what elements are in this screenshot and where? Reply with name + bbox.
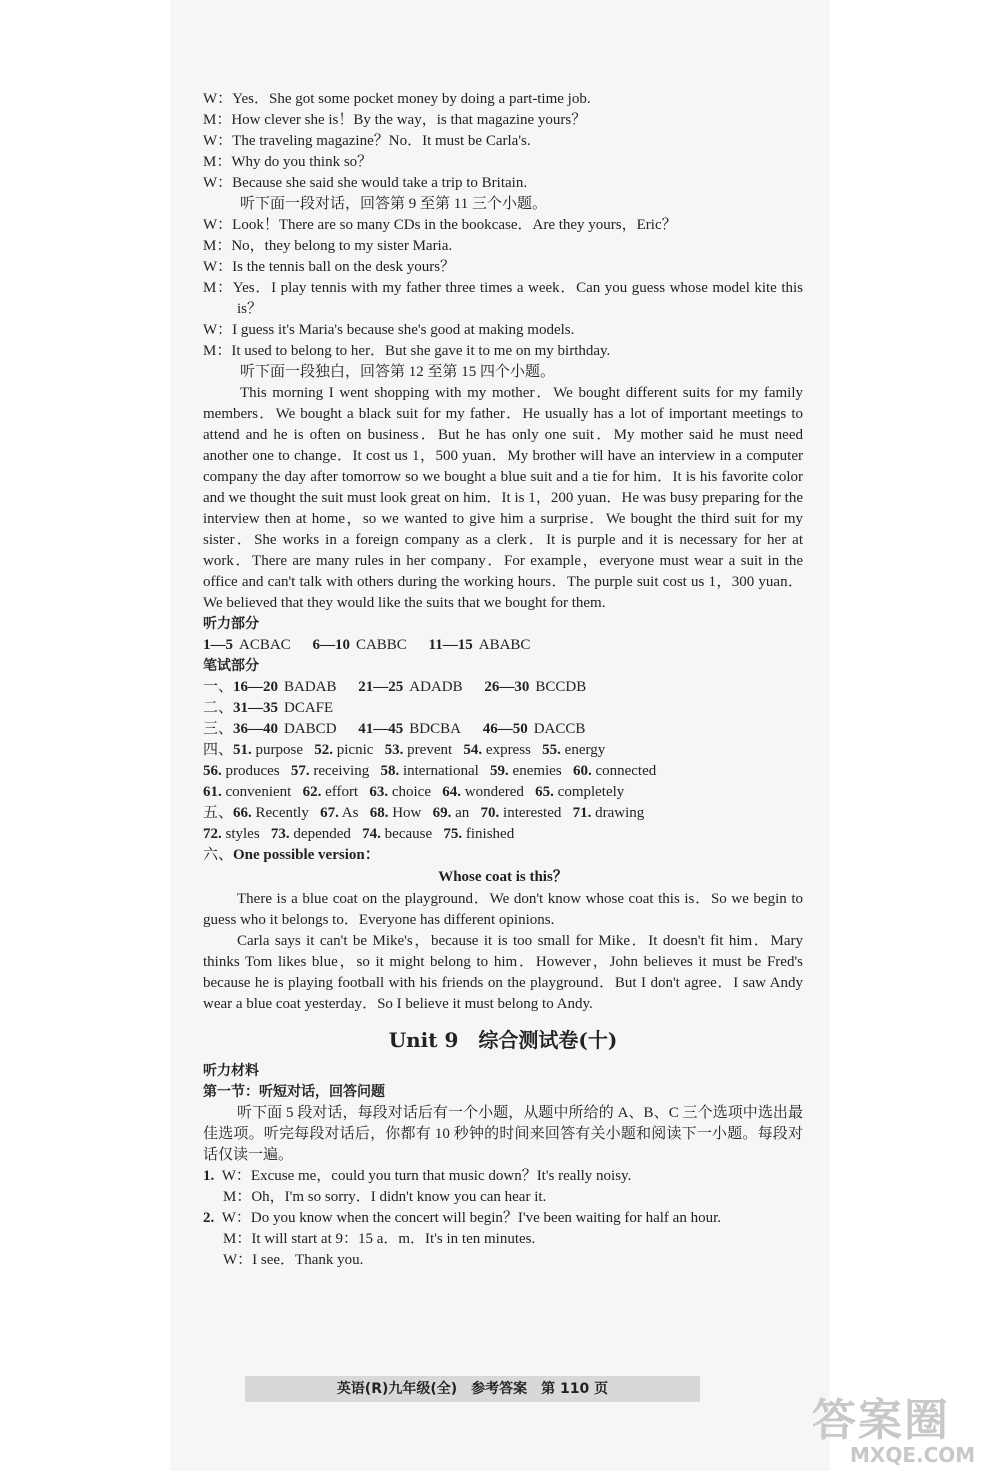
essay-label (203, 845, 803, 866)
item-number: 70. (480, 805, 500, 821)
answer-letters: BDCBA (409, 721, 461, 737)
item-number: 65. (535, 784, 554, 800)
answer-range: 21—25 (358, 679, 404, 695)
item-word: drawing (595, 805, 645, 821)
item-number: 71. (572, 805, 592, 821)
page-footer: 英语(R)九年级(全) 参考答案 第 110 页 (245, 1376, 700, 1402)
vocab-row (203, 803, 803, 824)
dialogue-line: M：Yes．I play tennis with my father three times a week．Can you guess whose model kite this is？ (203, 280, 803, 317)
item-word: depended (293, 826, 351, 842)
item-word: energy (564, 742, 606, 758)
item-number: 58. (380, 763, 400, 779)
item-word: purpose (255, 742, 304, 758)
item-word: international (402, 763, 479, 779)
item-number: 64. (442, 784, 461, 800)
item-number: 69. (432, 805, 452, 821)
answer-letters: DCAFE (284, 700, 334, 716)
dialogue-line: W：Is the tennis ball on the desk yours？ (203, 259, 456, 275)
watermark-logo: 答案圈 (812, 1395, 950, 1446)
item-word: As (341, 805, 359, 821)
item-word: How (392, 805, 422, 821)
dialogue-line: W：Excuse me，could you turn that music down？It's really noisy. (221, 1168, 632, 1184)
item-word: finished (465, 826, 515, 842)
dialogue-1 (203, 89, 803, 194)
answer-range: 11—15 (428, 637, 473, 653)
essay-label-text: One possible version： (233, 847, 380, 863)
answer-range: 31—35 (233, 700, 279, 716)
section-prefix: 四、 (203, 742, 234, 758)
item-number: 52. (314, 742, 334, 758)
vocab-row (203, 782, 803, 803)
item-number: 61. (203, 784, 222, 800)
item-number: 55. (542, 742, 561, 758)
monologue-paragraph: This morning I went shopping with my mother．We bought different suits for my family members．We bought a black suit for my father．He usually has a lot of important meetings to attend and he is often on business．But he has only one suit．My mother said he must need another one to change．It cost us 1，500 yuan．My brother will have an interview in a computer company the day after tomorrow so we bought a blue suit and a tie for him．It is his favorite color and we thought the suit must look great on him．It is 1，200 yuan．He was busy preparing for the interview then at home，so we wanted to give him a surprise．We bought the third suit for my sister．She works in a foreign company as a clerk．It is purple and it is necessary for her at work．There are many rules in her company．For example，everyone must wear a suit in the office and can't talk with others during the working hours．The purple suit cost us 1，300 yuan．We believed that they would like the suits that we bought for them. (203, 385, 803, 611)
vocab-row (203, 761, 803, 782)
answer-content (203, 89, 803, 1271)
dialogue-line: W：Look！There are so many CDs in the bookcase．Are they yours，Eric？ (203, 217, 677, 233)
item-word: connected (595, 763, 657, 779)
dialogue-line: W：Because she said she would take a trip to Britain. (203, 175, 528, 191)
section-prefix: 六、 (203, 847, 234, 863)
answer-range: 16—20 (233, 679, 279, 695)
section-prefix: 一、 (203, 679, 234, 695)
item-number: 68. (369, 805, 389, 821)
dialogue-line: M：Why do you think so？ (203, 154, 373, 170)
question-number: 1. (203, 1168, 215, 1184)
section-prefix: 三、 (203, 721, 234, 737)
answer-letters: CABBC (355, 637, 407, 653)
item-word: styles (225, 826, 260, 842)
item-word: choice (391, 784, 431, 800)
section-prefix: 二、 (203, 700, 234, 716)
item-word: produces (225, 763, 280, 779)
watermark-url: MXQE.COM (850, 1443, 976, 1467)
dialogue-line: M：It used to belong to her．But she gave it to me on my birthday. (203, 343, 611, 359)
answer-range: 36—40 (233, 721, 279, 737)
question-2 (203, 1208, 803, 1271)
item-word: effort (325, 784, 359, 800)
answer-letters: DACCB (533, 721, 586, 737)
dialogue-2 (203, 215, 803, 362)
section-1-heading: 第一节：听短对话，回答问题 (203, 1084, 385, 1100)
answer-letters: BADAB (284, 679, 337, 695)
unit-title: Unit 9 综合测试卷(十) (388, 1028, 618, 1052)
dialogue-line: M：Oh，I'm so sorry．I didn't know you can hear it. (223, 1189, 547, 1205)
item-word: wondered (464, 784, 524, 800)
instruction-9-11: 听下面一段对话，回答第 9 至第 11 三个小题。 (240, 196, 547, 212)
item-word: prevent (407, 742, 453, 758)
item-number: 63. (369, 784, 389, 800)
dialogue-line: M：It will start at 9：15 a．m．It's in ten minutes. (223, 1231, 536, 1247)
item-word: Recently (255, 805, 309, 821)
item-word: because (384, 826, 433, 842)
question-number: 2. (203, 1210, 215, 1226)
dialogue-line: M：No，they belong to my sister Maria. (203, 238, 453, 254)
watermark (812, 1395, 992, 1468)
item-number: 75. (443, 826, 463, 842)
answer-letters: BCCDB (535, 679, 587, 695)
written-answers-row (203, 677, 803, 698)
vocab-row (203, 824, 803, 845)
item-word: receiving (313, 763, 370, 779)
item-number: 73. (270, 826, 290, 842)
item-number: 51. (233, 742, 252, 758)
item-number: 54. (463, 742, 483, 758)
item-number: 57. (290, 763, 310, 779)
essay-paragraph: Carla says it can't be Mike's，because it is too small for Mike．It doesn't fit him．Mary thinks Tom likes blue，so it might belong to him．However，John believes it must be Fred's because he is playing football with his friends on the playground．But I don't agree．I saw Andy wear a blue coat yesterday．So I believe it must belong to Andy. (203, 933, 803, 1012)
answer-range: 6—10 (312, 637, 350, 653)
item-number: 66. (233, 805, 252, 821)
dialogue-line: W：Do you know when the concert will begin？I've been waiting for half an hour. (221, 1210, 721, 1226)
answer-range: 41—45 (358, 721, 404, 737)
item-word: an (455, 805, 470, 821)
answer-letters: ABABC (478, 637, 531, 653)
item-word: interested (503, 805, 562, 821)
item-number: 59. (490, 763, 509, 779)
instruction-12-15: 听下面一段独白，回答第 12 至第 15 四个小题。 (240, 364, 556, 380)
item-number: 67. (320, 805, 339, 821)
written-answers-row (203, 698, 803, 719)
item-word: enemies (512, 763, 562, 779)
written-answers-row (203, 719, 803, 740)
section-1-instructions: 听下面 5 段对话，每段对话后有一个小题，从题中所给的 A、B、C 三个选项中选出最佳选项。听完每段对话后，你都有 10 秒钟的时间来回答有关小题和阅读下一小题。每段对话仅读一遍。 (203, 1105, 803, 1163)
dialogue-line: W：I guess it's Maria's because she's good at making models. (203, 322, 575, 338)
section-prefix: 五、 (203, 805, 234, 821)
item-word: express (485, 742, 531, 758)
written-heading: 笔试部分 (203, 658, 259, 674)
answer-letters: DABCD (284, 721, 337, 737)
answer-range: 1—5 (203, 637, 233, 653)
dialogue-line: W：I see．Thank you. (223, 1252, 364, 1268)
listening-material-heading: 听力材料 (203, 1063, 259, 1079)
item-number: 62. (302, 784, 322, 800)
dialogue-line: M：How clever she is！By the way，is that magazine yours？ (203, 112, 587, 128)
item-number: 60. (572, 763, 592, 779)
item-word: convenient (225, 784, 292, 800)
answer-letters: ACBAC (239, 637, 291, 653)
dialogue-line: W：Yes．She got some pocket money by doing a part-time job. (203, 91, 591, 107)
item-number: 74. (362, 826, 381, 842)
dialogue-line: W：The traveling magazine？No．It must be Carla's. (203, 133, 531, 149)
answer-range: 46—50 (482, 721, 528, 737)
listening-answers (203, 635, 803, 656)
item-word: completely (557, 784, 625, 800)
question-1 (203, 1166, 803, 1208)
item-number: 56. (203, 763, 222, 779)
item-number: 53. (384, 742, 404, 758)
answer-range: 26—30 (484, 679, 530, 695)
item-word: picnic (336, 742, 374, 758)
answer-letters: ADADB (409, 679, 463, 695)
vocab-row (203, 740, 803, 761)
essay-title: Whose coat is this？ (438, 869, 568, 885)
item-number: 72. (203, 826, 222, 842)
essay-paragraph: There is a blue coat on the playground．We don't know whose coat this is．So we begin to guess who it belongs to．Everyone has different opinions. (203, 891, 803, 928)
listening-heading: 听力部分 (203, 616, 259, 632)
